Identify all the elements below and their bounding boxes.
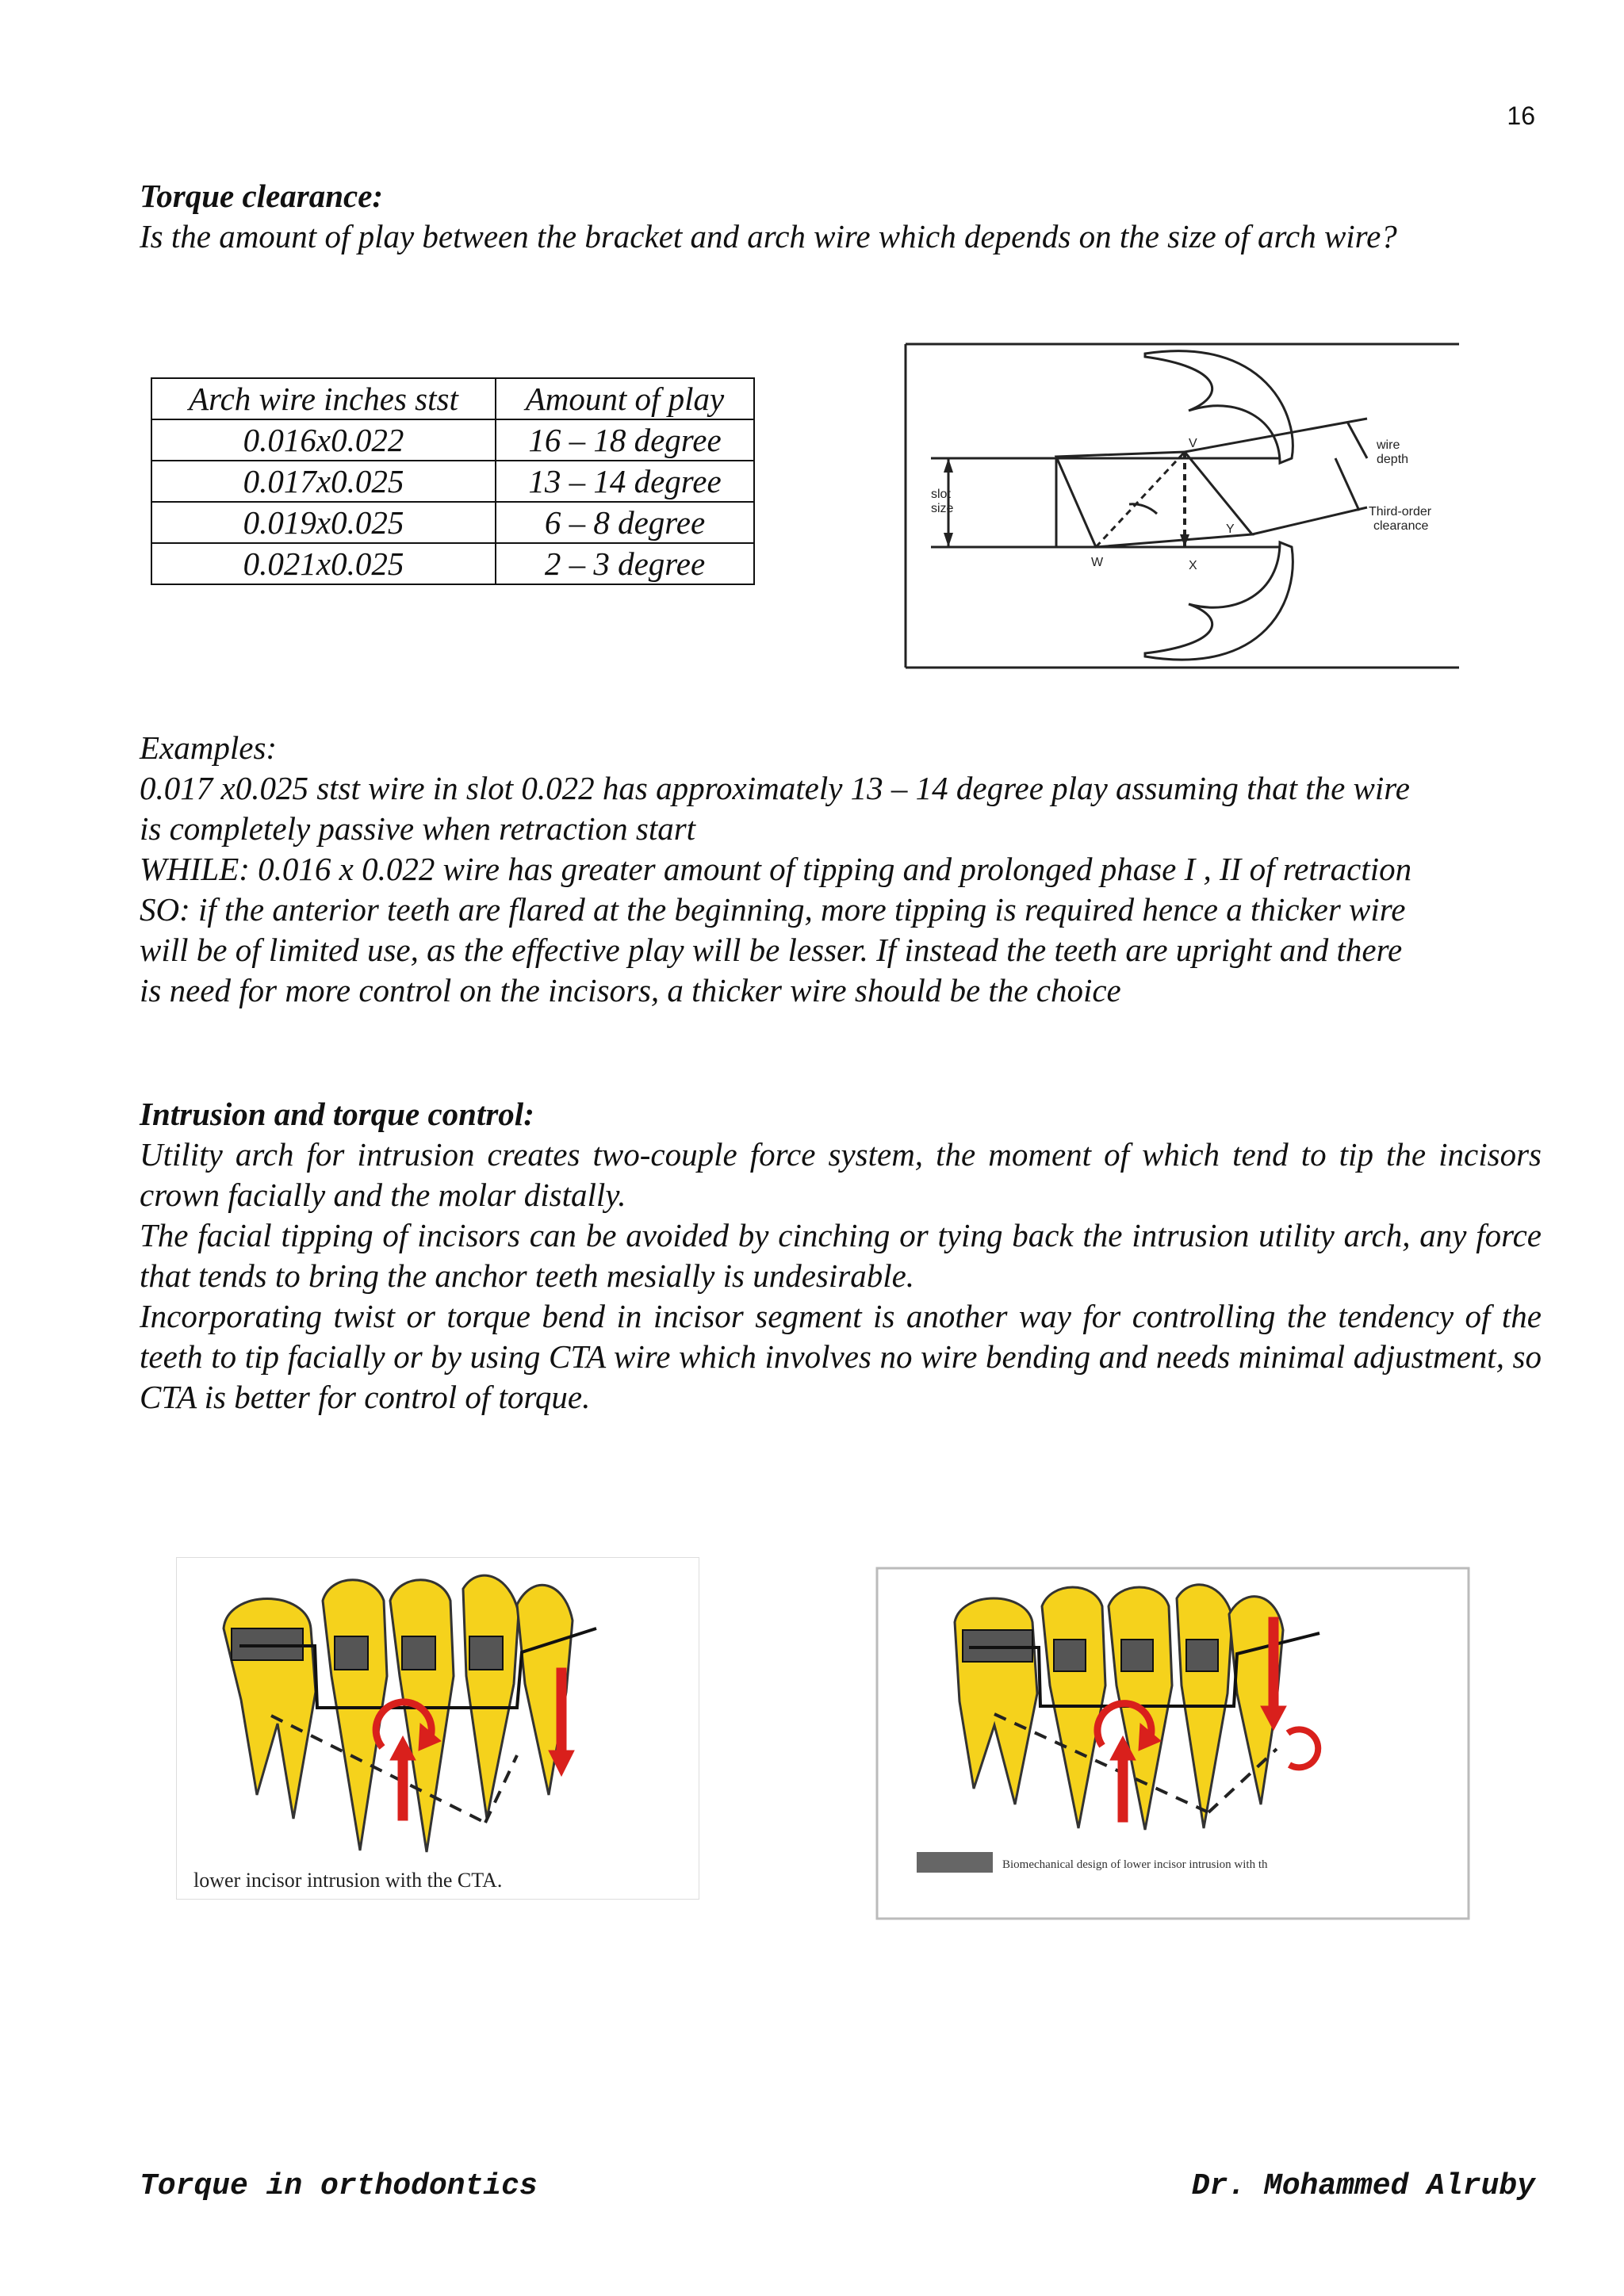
example-line: will be of limited use, as the effective play will be lesser. If instead the teeth are upright and there [140, 932, 1403, 968]
table-row [151, 502, 754, 543]
biomechanical-design-figure [875, 1567, 1470, 1920]
size-label: size [931, 502, 954, 515]
figure-caption: Biomechanical design of lower incisor intrusion with th [1002, 1858, 1268, 1871]
table-cell: 0.017x0.025 [151, 461, 496, 502]
section-heading: Torque clearance: [140, 178, 384, 214]
point-w-label: W [1091, 556, 1104, 569]
page-number: 16 [1507, 101, 1535, 130]
table-cell: 16 – 18 degree [496, 419, 754, 461]
footer-author: Dr. Mohammed Alruby [1191, 2169, 1535, 2203]
paragraph: Incorporating twist or torque bend in incisor segment is another way for controlling the tendency of the teeth to tip facially or by using CTA wire which involves no wire bending and needs minimal adjustment, so CTA is better for control of torque. [140, 1298, 1542, 1415]
bracket [1186, 1640, 1218, 1671]
point-x-label: X [1189, 559, 1197, 572]
wire-diagonal [1096, 452, 1185, 547]
table-row [151, 461, 754, 502]
bracket-slot-diagram [891, 339, 1459, 672]
third-order-label: Third-order [1369, 505, 1432, 519]
wire-label: wire [1377, 438, 1400, 452]
wire-cross-section [1056, 452, 1252, 547]
intrusion-section [140, 1094, 1542, 1418]
intrusion-arrow-shaft [557, 1668, 566, 1755]
point-v-label: V [1189, 437, 1197, 450]
examples-heading: Examples: [140, 729, 278, 766]
table-cell: 0.019x0.025 [151, 502, 496, 543]
example-line: WHILE: 0.016 x 0.022 wire has greater amount of tipping and prolonged phase I , II of retraction [140, 851, 1412, 887]
clearance-label: clearance [1373, 519, 1429, 533]
lower-bracket-wing [1145, 542, 1293, 660]
wire-depth-arrow [1347, 422, 1367, 458]
example-line: is need for more control on the incisors, a thicker wire should be the choice [140, 972, 1121, 1008]
bracket [1054, 1640, 1086, 1671]
table-header-row [151, 378, 754, 419]
table-cell: 6 – 8 degree [496, 502, 754, 543]
section-heading: Intrusion and torque control: [140, 1096, 534, 1132]
paragraph: The facial tipping of incisors can be avoided by cinching or tying back the intrusion utility arch, any force that tends to bring the anchor teeth mesially is undesirable. [140, 1217, 1542, 1294]
paragraph: Utility arch for intrusion creates two-couple force system, the moment of which tend to tip the incisors crown facially and the molar distally. [140, 1136, 1542, 1213]
table-header: Arch wire inches stst [151, 378, 496, 419]
force-arrow-shaft [1118, 1755, 1128, 1822]
arrow-head [944, 533, 953, 547]
torque-clearance-section [140, 176, 1542, 257]
clearance-extension [1252, 507, 1367, 534]
footer-title: Torque in orthodontics [140, 2169, 538, 2203]
table-cell: 0.021x0.025 [151, 543, 496, 584]
wire-depth-extension [1185, 419, 1367, 452]
example-line: SO: if the anterior teeth are flared at the beginning, more tipping is required hence a thicker wire [140, 891, 1406, 928]
arrow-head [944, 458, 953, 473]
caption-bar [917, 1852, 993, 1873]
example-line: is completely passive when retraction start [140, 810, 696, 847]
table-cell: 2 – 3 degree [496, 543, 754, 584]
table-header: Amount of play [496, 378, 754, 419]
bracket [1121, 1640, 1153, 1671]
table-row [151, 543, 754, 584]
intrusion-arrow-shaft [1269, 1617, 1278, 1709]
table-cell: 13 – 14 degree [496, 461, 754, 502]
example-line: 0.017 x0.025 stst wire in slot 0.022 has approximately 13 – 14 degree play assuming that the wire [140, 770, 1410, 806]
slot-label: slot [931, 488, 951, 501]
point-y-label: Y [1226, 522, 1235, 536]
examples-section [140, 728, 1542, 1011]
play-table [151, 377, 755, 585]
lower-incisor-intrusion-figure [176, 1557, 699, 1900]
bracket [335, 1636, 368, 1670]
figure-caption: lower incisor intrusion with the CTA. [193, 1869, 503, 1892]
definition-text: Is the amount of play between the bracket and arch wire which depends on the size of arch wire? [140, 218, 1397, 254]
table-cell: 0.016x0.022 [151, 419, 496, 461]
table-row [151, 419, 754, 461]
force-arrow-shaft [398, 1755, 408, 1820]
bracket [469, 1636, 503, 1670]
depth-label: depth [1377, 453, 1409, 466]
clearance-arrow [1335, 458, 1359, 511]
bracket [402, 1636, 435, 1670]
